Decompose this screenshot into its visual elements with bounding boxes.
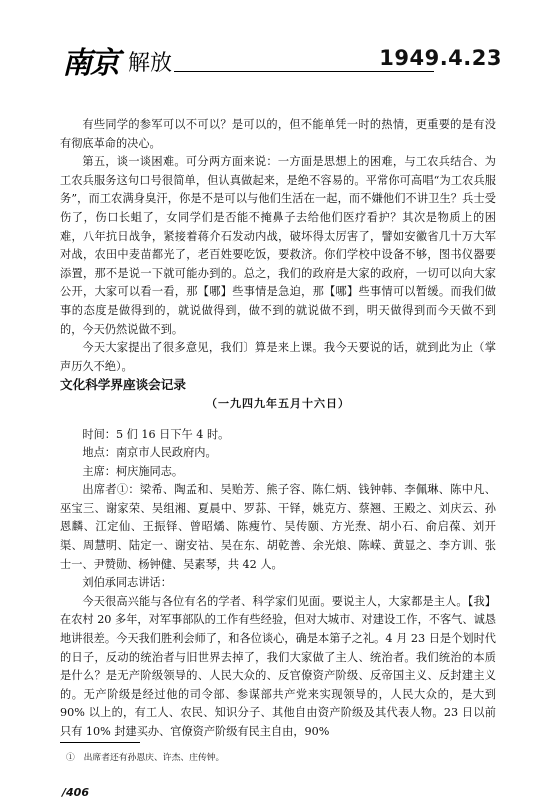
header-date: 1949.4.23 bbox=[379, 46, 502, 70]
page-number: /406 bbox=[62, 786, 89, 799]
attendees: 出席者①：梁希、陶孟和、吴贻芳、熊子容、陈仁炳、钱钟韩、李佩琳、陈中凡、巫宝三、谢家荣、吴组湘、夏晨中、罗荪、干铎，姚克方、蔡翘、王殿之、刘庆云、孙恩麟、江定仙、王振铎、曾昭燏、陈瘦竹、吴传颐、方光焘、胡小石、俞启葆、刘开渠、周慧明、陆定一、谢安祜、吴在东、胡乾善、余光烺、陈嵘、黄显之、李方训、张士一、尹赞勋、杨钟健、吴素琴，共 42 人。 bbox=[60, 483, 496, 571]
body-text bbox=[60, 116, 496, 742]
speaker-line: 刘伯承同志讲话： bbox=[82, 576, 172, 590]
newspaper-logo-calligraphy: 南京 bbox=[62, 46, 118, 81]
header-rule bbox=[174, 71, 434, 72]
speech-paragraph: 今天很高兴能与各位有名的学者、科学家们见面。要说主人，大家都是主人。【我】在农村 20 多年，对军事部队的工作有些经验，但对大城市、对建设工作，不客气、诚恳地讲很差。今天我们胜利会师了，和各位谈心，确是本第子之礼。4 月 23 日是个划时代的日子，反动的统治者与旧世界去掉了，我们大家做了主人、统治者。我们统治的本质是什么？是无产阶级领导的、人民大众的、反官僚资产阶级、反帝国主义、反封建主义的。无产阶级是经过他的司令部、参谋部共产党来实现领导的，人民大众的，是大到 90% 以上的，有工人、农民、知识分子、其他自由资产阶级及其代表人物。23 日以前只有 10% 封建买办、官僚资产阶级有民主自由，90% bbox=[60, 594, 496, 738]
newspaper-logo-text: 解放 bbox=[128, 51, 173, 76]
meeting-chair: 主席：柯庆施同志。 bbox=[82, 464, 184, 478]
section-subtitle: （一九四九年五月十六日） bbox=[206, 396, 350, 410]
footnote: ① 出席者还有孙恩庆、许杰、庄传钟。 bbox=[66, 753, 225, 763]
footnote-rule bbox=[60, 742, 140, 743]
paragraph: 今天大家提出了很多意见，我们〕算是来上课。我今天要说的话，就到此为止（掌声历久不绝）。 bbox=[60, 341, 496, 373]
section-title: 文化科学界座谈会记录 bbox=[60, 377, 186, 393]
paragraph: 有些同学的参军可以不可以？是可以的，但不能单凭一时的热情，更重要的是有没有彻底革命的决心。 bbox=[60, 118, 496, 150]
masthead bbox=[62, 38, 502, 86]
paragraph: 第五，谈一谈困难。可分两方面来说：一方面是思想上的困难，与工农兵结合、为工农兵服务这句口号很简单，但认真做起来，是绝不容易的。平常你可高唱“为工农兵服务”，而工农满身臭汗，你是不是可以与他们生活在一起，而不嫌他们不讲卫生？兵士受伤了，伤口长蛆了，女同学们是否能不掩鼻子去给他们医疗看护？其次是物质上的困难，八年抗日战争，紧接着蒋介石发动内战，破坏得太厉害了，譬如安徽省几十万大军对战，农田中麦苗都光了，老百姓要吃饭，要救济。你们学校中设备不够，图书仪器要添置，那不是说一下就可能办到的。总之，我们的政府是大家的政府，一切可以向大家公开，大家可以看一看，那【哪】些事情是急迫，那【哪】些事情可以暂缓。而我们做事的态度是做得到的，就说做得到，做不到的就说做不到，明天做得到而今天做不到的，今天仍然说做不到。 bbox=[60, 155, 496, 336]
meeting-location: 地点：南京市人民政府内。 bbox=[82, 446, 217, 460]
meeting-time: 时间：5 们 16 日下午 4 时。 bbox=[82, 427, 230, 441]
